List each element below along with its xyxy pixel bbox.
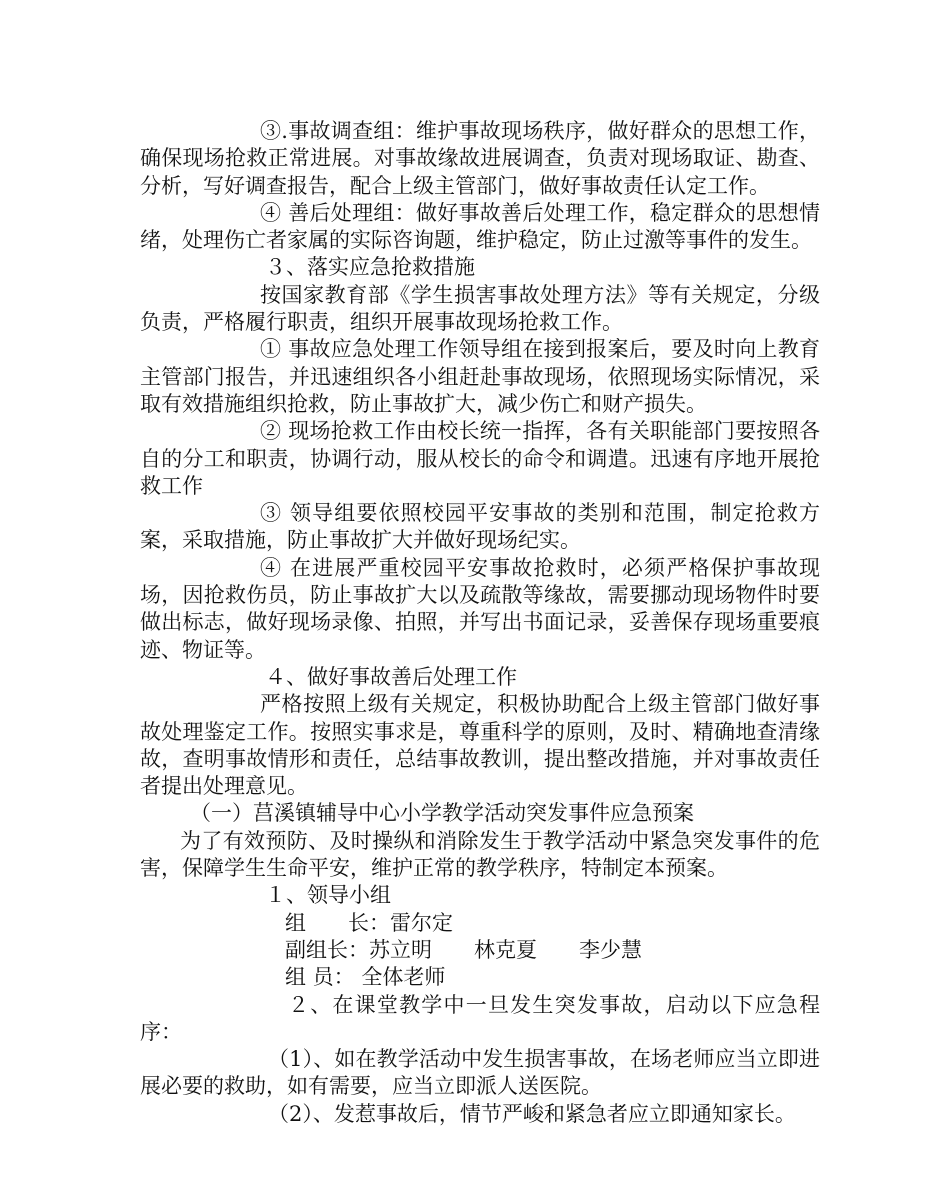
paragraph-aftermath-group: ④ 善后处理组：做好事故善后处理工作，稳定群众的思想情绪，处理伤亡者家属的实际咨询题，维护稳定，防止过激等事件的发生。 [140, 200, 820, 253]
paragraph-investigation-group: ③.事故调查组：维护事故现场秩序，做好群众的思想工作，确保现场抢救正常进展。对事故缘故进展调查，负责对现场取证、勘查、分析，写好调查报告，配合上级主管部门，做好事故责任认定工作。 [140, 119, 820, 198]
paragraph-group-members: 组 员： 全体老师 [285, 965, 446, 990]
paragraph-plan-purpose: 为了有效预防、及时操纵和消除发生于教学活动中紧急突发事件的危害，保障学生生命平安，维护正常的教学秩序，特制定本预案。 [140, 828, 820, 881]
paragraph-measure-4: ④ 在进展严重校园平安事故抢救时，必须严格保护事故现场，因抢救伤员，防止事故扩大以及疏散等缘故，需要挪动现场物件时要做出标志，做好现场录像、拍照，并写出书面记录，妥善保存现场重要痕迹、物证等。 [140, 555, 820, 662]
heading-emergency-procedure: ２、在课堂教学中一旦发生突发事故，启动以下应急程序： [140, 992, 820, 1044]
paragraph-measure-2: ② 现场抢救工作由校长统一指挥，各有关职能部门要按照各自的分工和职责，协调行动，服从校长的命令和调遣。迅速有序地开展抢救工作 [140, 419, 820, 498]
document-body [140, 118, 820, 1128]
heading-plan-title: （一）莒溪镇辅导中心小学教学活动突发事件应急预案 [190, 801, 694, 826]
paragraph-procedure-2: （2）、发惹事故后，情节严峻和紧急者应立即通知家长。 [268, 1101, 796, 1126]
heading-aftermath-work: ４、做好事故善后处理工作 [265, 664, 517, 689]
heading-leadership-group: １、领导小组 [265, 883, 391, 908]
paragraph-deputy-leaders: 副组长：苏立明 林克夏 李少慧 [285, 937, 642, 962]
paragraph-group-leader: 组 长：雷尔定 [285, 910, 453, 935]
heading-emergency-measures: ３、落实应急抢救措施 [265, 255, 475, 280]
paragraph-procedure-1: （1）、如在教学活动中发生损害事故，在场老师应当立即进展必要的救助，如有需要，应当立即派人送医院。 [140, 1047, 820, 1099]
paragraph-regulation: 按国家教育部《学生损害事故处理方法》等有关规定，分级负责，严格履行职责，组织开展事故现场抢救工作。 [140, 282, 820, 335]
paragraph-aftermath-work: 严格按照上级有关规定，积极协助配合上级主管部门做好事故处理鉴定工作。按照实事求是，尊重科学的原则，及时、精确地查清缘故，查明事故情形和责任，总结事故教训，提出整改措施，并对事故责任者提出处理意见。 [140, 692, 820, 799]
paragraph-measure-1: ① 事故应急处理工作领导组在接到报案后，要及时向上教育主管部门报告，并迅速组织各小组赶赴事故现场，依照现场实际情况，采取有效措施组织抢救，防止事故扩大，减少伤亡和财产损失。 [140, 337, 820, 416]
paragraph-measure-3: ③ 领导组要依照校园平安事故的类别和范围，制定抢救方案，采取措施，防止事故扩大并做好现场纪实。 [140, 501, 820, 553]
